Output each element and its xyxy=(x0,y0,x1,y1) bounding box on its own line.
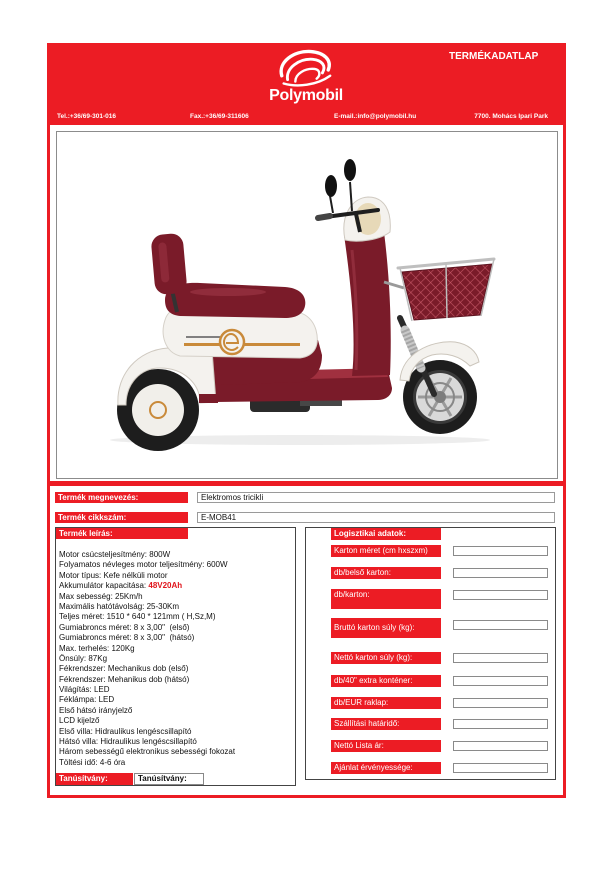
logistics-field-gross-weight[interactable] xyxy=(453,620,548,630)
logistics-label-net-weight: Nettó karton súly (kg): xyxy=(331,652,441,664)
logistics-field-offer-validity[interactable] xyxy=(453,763,548,773)
logistics-title: Logisztikai adatok: xyxy=(331,528,441,540)
description-list xyxy=(59,550,291,768)
logistics-field-pcs-per-carton[interactable] xyxy=(453,590,548,600)
front-basket xyxy=(384,259,494,321)
logistics-field-pcs-per-container[interactable] xyxy=(453,676,548,686)
certificate-label: Tanúsítvány: xyxy=(56,773,133,785)
logistics-field-net-list-price[interactable] xyxy=(453,741,548,751)
spec-tire-rear: Gumiabroncs méret: 8 x 3,00" (hátsó) xyxy=(59,633,195,643)
logistics-field-pcs-per-pallet[interactable] xyxy=(453,698,548,708)
product-sku-label: Termék cikkszám: xyxy=(55,512,188,523)
spec-speed-modes: Három sebességű elektronikus sebességi fokozat xyxy=(59,747,236,757)
seat xyxy=(165,283,305,318)
contact-address: 7700. Mohács Ipari Park xyxy=(474,113,548,120)
logistics-label-pcs-per-container: db/40" extra konténer: xyxy=(331,675,441,687)
product-sku-field[interactable]: E-MOB41 xyxy=(197,512,555,523)
product-name-label: Termék megnevezés: xyxy=(55,492,188,503)
contact-email: E-mail.:info@polymobil.hu xyxy=(334,113,417,120)
spec-indicators: Első hátsó irányjelző xyxy=(59,705,133,715)
product-name-field[interactable]: Elektromos tricikli xyxy=(197,492,555,503)
logistics-label-delivery-time: Szállítási határidő: xyxy=(331,718,441,730)
spec-display: LCD kijelző xyxy=(59,716,100,726)
logistics-label-carton-size: Karton méret (cm hxszxm) xyxy=(331,545,441,557)
logistics-field-delivery-time[interactable] xyxy=(453,719,548,729)
spec-max-load: Max. terhelés: 120Kg xyxy=(59,643,135,653)
logistics-label-pcs-per-pallet: db/EUR raklap: xyxy=(331,697,441,709)
spec-charging-time: Töltési idő: 4-6 óra xyxy=(59,757,126,767)
logistics-field-carton-size[interactable] xyxy=(453,546,548,556)
spec-max-speed: Max sebesség: 25Km/h xyxy=(59,591,143,601)
spec-rear-fork: Hátsó villa: Hidraulikus lengéscsillapító xyxy=(59,737,197,747)
product-photo xyxy=(56,131,558,479)
logistics-label-offer-validity: Ajánlat érvényessége: xyxy=(331,762,441,774)
spec-range: Maximális hatótávolság: 25-30Km xyxy=(59,601,180,611)
spec-battery xyxy=(59,581,291,591)
spec-brake-light: Féklámpa: LED xyxy=(59,695,115,705)
logistics-label-pcs-per-inner-carton: db/belső karton: xyxy=(331,567,441,579)
contact-fax: Fax.:+36/69-311606 xyxy=(190,113,249,120)
front-wheel xyxy=(403,360,477,434)
spec-peak-power: Motor csúcsteljesítmény: 800W xyxy=(59,550,171,559)
polymobil-logo-icon xyxy=(274,46,336,90)
spec-brake-front: Fékrendszer: Mechanikus dob (első) xyxy=(59,664,189,674)
section-divider xyxy=(47,481,566,486)
contact-phone: Tel.:+36/69-301-016 xyxy=(57,113,116,120)
electric-tricycle-image xyxy=(57,132,557,478)
spec-rated-power: Folyamatos névleges motor teljesítmény: 600W xyxy=(59,560,228,570)
spec-tire-front: Gumiabroncs méret: 8 x 3,00" (első) xyxy=(59,622,190,632)
spec-lighting: Világítás: LED xyxy=(59,685,110,695)
logistics-label-net-list-price: Nettó Lista ár: xyxy=(331,740,441,752)
spec-battery-label: Akkumulátor kapacitása: xyxy=(59,581,149,591)
spec-brake-rear: Fékrendszer: Mehanikus dob (hátsó) xyxy=(59,674,190,684)
logistics-field-pcs-per-inner-carton[interactable] xyxy=(453,568,548,578)
spec-battery-value: 48V20Ah xyxy=(148,581,183,591)
mirrors xyxy=(325,159,356,213)
logistics-label-pcs-per-carton: db/karton: xyxy=(331,589,441,609)
spec-front-fork: Első villa: Hidraulikus lengéscsillapító xyxy=(59,726,192,736)
document-title: TERMÉKADATLAP xyxy=(449,51,539,62)
spec-dimensions: Teljes méret: 1510 * 640 * 121mm ( H,Sz,M) xyxy=(59,612,216,622)
spec-motor-type: Motor típus: Kefe nélküli motor xyxy=(59,570,168,580)
logistics-label-gross-weight: Bruttó karton súly (kg): xyxy=(331,618,441,638)
description-label: Termék leírás: xyxy=(56,528,188,539)
brand-name: Polymobil xyxy=(269,87,343,104)
front-column xyxy=(344,232,391,376)
logistics-field-net-weight[interactable] xyxy=(453,653,548,663)
certificate-field[interactable]: Tanúsítvány: xyxy=(134,773,204,785)
spec-weight: Önsúly: 87Kg xyxy=(59,653,108,663)
